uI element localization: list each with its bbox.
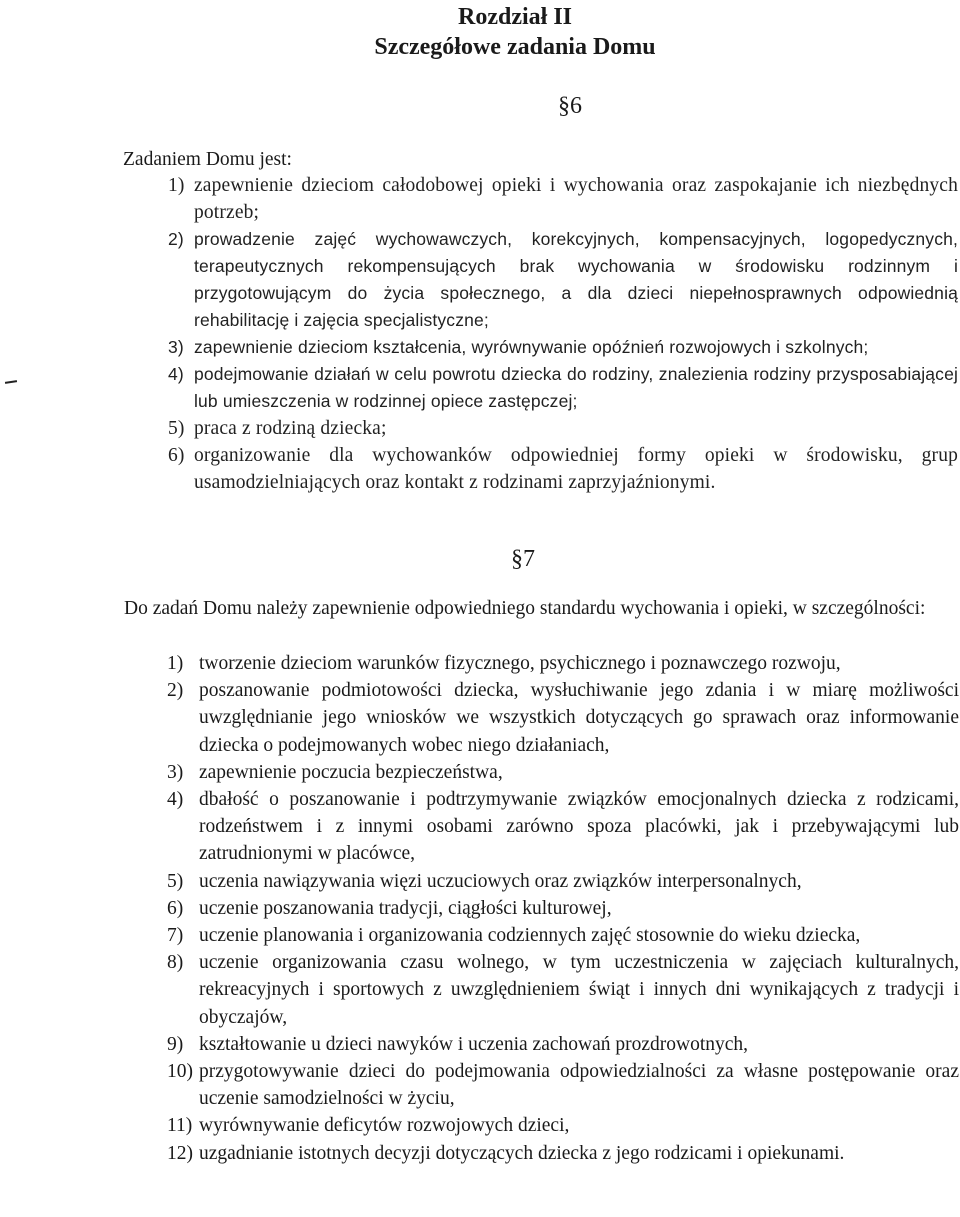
section-6-list — [124, 172, 958, 496]
list-item-text: uczenie poszanowania tradycji, ciągłości kulturowej, — [199, 897, 612, 919]
list-item-text: tworzenie dzieciom warunków fizycznego, psychicznego i poznawczego rozwoju, — [199, 653, 841, 674]
list-item-number: 6) — [168, 445, 185, 466]
list-item — [124, 226, 958, 334]
section-7-intro: Do zadań Domu należy zapewnienie odpowiedniego standardu wychowania i opieki, w szczególności: — [124, 598, 926, 619]
list-item-text: uzgadnianie istotnych decyzji dotyczących dziecka z jego rodzicami i opiekunami. — [199, 1142, 845, 1164]
list-item — [125, 895, 959, 922]
list-item — [124, 361, 958, 415]
list-item — [125, 1031, 959, 1058]
list-item-text: prowadzenie zajęć wychowawczych, korekcyjnych, kompensacyjnych, logopedycznych, terapeutycznych rekompensujących brak wychowania w środowisku rodzinnym i przygotowującym do życia społecznego, a dla dzieci niepełnosprawnych odpowiednią rehabilitację i zajęcia specjalistyczne; — [194, 229, 958, 330]
list-item-text: kształtowanie u dzieci nawyków i uczenia zachowań prozdrowotnych, — [199, 1033, 749, 1055]
list-item-number: 11) — [167, 1115, 193, 1137]
list-item — [125, 868, 959, 895]
list-item — [125, 650, 959, 677]
margin-mark — [5, 380, 17, 384]
list-item-number: 4) — [167, 789, 184, 811]
list-item — [125, 1140, 959, 1167]
list-item-number: 1) — [168, 175, 185, 196]
list-item — [125, 1112, 959, 1139]
list-item — [125, 1058, 959, 1112]
list-item-number: 10) — [167, 1061, 193, 1083]
list-item-text: praca z rodziną dziecka; — [194, 418, 387, 439]
list-item-number: 9) — [167, 1033, 184, 1055]
list-item — [125, 949, 959, 1031]
list-item-number: 7) — [167, 925, 184, 947]
list-item-text: zapewnienie dzieciom całodobowej opieki i wychowania oraz zaspokajanie ich niezbędnych potrzeb; — [194, 175, 958, 223]
list-item-text: przygotowywanie dzieci do podejmowania odpowiedzialności za własne postępowanie oraz uczenie samodzielności w życiu, — [199, 1061, 959, 1110]
list-item-number: 8) — [167, 952, 184, 974]
list-item-text: wyrównywanie deficytów rozwojowych dzieci, — [199, 1115, 570, 1137]
section-7-list — [125, 650, 959, 1167]
chapter-subtitle: Szczegółowe zadania Domu — [374, 34, 656, 60]
list-item-text: uczenia nawiązywania więzi uczuciowych oraz związków interpersonalnych, — [199, 870, 802, 892]
list-item-number: 12) — [167, 1142, 193, 1164]
list-item-text: uczenie planowania i organizowania codziennych zajęć stosownie do wieku dziecka, — [199, 925, 861, 947]
list-item — [125, 786, 959, 868]
list-item-number: 5) — [168, 418, 185, 439]
list-item-text: uczenie organizowania czasu wolnego, w tym uczestniczenia w zajęciach kulturalnych, rekreacyjnych i sportowych z uwzględnieniem świąt i innych dni wynikających z tradycji i obyczajów, — [199, 952, 959, 1028]
list-item-number: 6) — [167, 897, 184, 919]
list-item — [124, 172, 958, 226]
list-item — [125, 677, 959, 759]
list-item-text: podejmowanie działań w celu powrotu dziecka do rodziny, znalezienia rodziny przysposabiającej lub umieszczenia w rodzinnej opiece zastępczej; — [194, 364, 958, 411]
list-item-number: 2) — [168, 229, 184, 249]
list-item-number: 2) — [167, 680, 184, 702]
list-item-number: 3) — [167, 761, 184, 783]
chapter-title: Rozdział II — [458, 4, 572, 30]
list-item — [124, 442, 958, 496]
list-item-text: dbałość o poszanowanie i podtrzymywanie związków emocjonalnych dziecka z rodzicami, rodzeństwem i z innymi osobami zarówno spoza placówki, jak i przebywającymi lub zatrudnionymi w placówce, — [199, 789, 959, 865]
section-6-intro: Zadaniem Domu jest: — [123, 149, 292, 170]
list-item-number: 4) — [168, 364, 184, 384]
section-6-mark: §6 — [558, 93, 582, 119]
list-item-number: 3) — [168, 337, 184, 357]
list-item-text: zapewnienie poczucia bezpieczeństwa, — [199, 761, 503, 783]
list-item-text: zapewnienie dzieciom kształcenia, wyrównywanie opóźnień rozwojowych i szkolnych; — [194, 337, 869, 357]
list-item — [125, 759, 959, 786]
list-item — [124, 415, 958, 442]
list-item-text: poszanowanie podmiotowości dziecka, wysłuchiwanie jego zdania i w miarę możliwości uwzględnianie jego wniosków we wszystkich dotyczących go sprawach oraz informowanie dziecka o podejmowanych wobec niego działaniach, — [199, 680, 959, 756]
section-7-mark: §7 — [511, 546, 535, 572]
list-item-number: 1) — [167, 653, 184, 674]
list-item — [124, 334, 958, 361]
list-item — [125, 922, 959, 949]
list-item-number: 5) — [167, 870, 184, 892]
list-item-text: organizowanie dla wychowanków odpowiedniej formy opieki w środowisku, grup usamodzielniających oraz kontakt z rodzinami zaprzyjaźnionymi. — [194, 445, 958, 493]
